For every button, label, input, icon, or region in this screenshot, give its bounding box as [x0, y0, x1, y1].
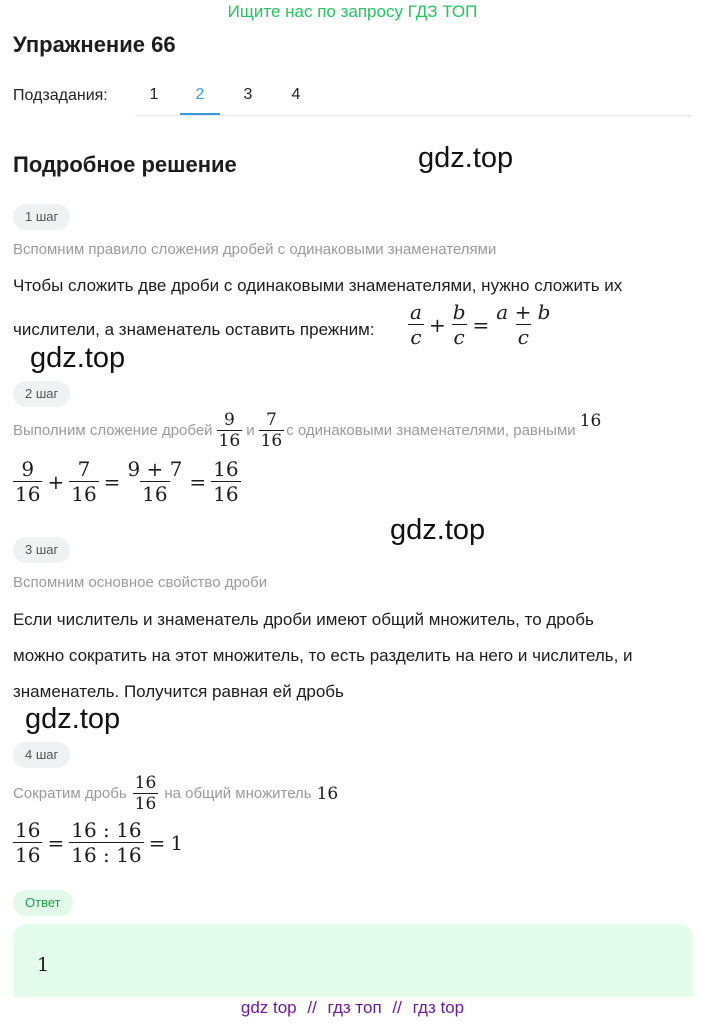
eq-9-num: 9	[21, 457, 35, 481]
formula-c2: c	[453, 325, 465, 349]
eq-result-num: 16	[213, 457, 239, 481]
step-2-hint-before: Выполним сложение дробей	[13, 422, 213, 439]
step-1-formula: $\frac{a}{c}$ + $\frac{b}{c}$ = $\frac{a + b}{c}$	[410, 300, 551, 349]
subtask-tab-2[interactable]: 2	[195, 86, 205, 103]
step-1-hint: Вспомним правило сложения дробей с одинаковыми знаменателями	[13, 241, 497, 258]
footer-link-1[interactable]: gdz top	[240, 998, 297, 1017]
watermark: gdz.top	[390, 514, 486, 546]
formula-c3: c	[517, 325, 529, 349]
answer-value: 1	[37, 954, 50, 976]
denominator-value: 16	[579, 410, 602, 431]
footer-sep-2: //	[392, 998, 402, 1017]
eq-7-num: 7	[77, 457, 91, 481]
fraction-7-num: 7	[265, 410, 277, 430]
step-4-hint	[13, 773, 338, 814]
step-4-hint-before: Сократим дробь	[13, 785, 127, 802]
fraction-9-num: 9	[223, 410, 235, 430]
step-2-hint	[13, 410, 601, 451]
watermark: gdz.top	[418, 142, 514, 174]
fraction-16-num: 16	[134, 773, 157, 793]
solution-heading: Подробное решение	[13, 152, 237, 177]
subtask-tab-3[interactable]: 3	[243, 86, 253, 103]
step-2-badge: 2 шаг	[13, 381, 70, 407]
eq4-div-den: 16 : 16	[71, 843, 142, 867]
answer-badge: Ответ	[13, 890, 73, 916]
subtask-tab-1[interactable]: 1	[149, 86, 159, 103]
step-3-text-line-3: знаменатель. Получится равная ей дробь	[13, 682, 344, 701]
fraction-9-den: 16	[218, 431, 241, 451]
active-tab-indicator	[180, 113, 220, 115]
search-banner: Ищите нас по запросу ГДЗ ТОП	[227, 2, 478, 21]
step-3-hint: Вспомним основное свойство дроби	[13, 574, 268, 591]
page-title: Упражнение 66	[13, 32, 176, 57]
fraction-7-den: 16	[260, 431, 283, 451]
eq-sum-den: 16	[142, 482, 168, 506]
footer-link-3[interactable]: гдз top	[412, 998, 465, 1017]
step-4-equation: $\frac{16}{16}$ = $\frac{16 : 16}{16 : 16}$ = 1	[15, 818, 184, 867]
step-1-badge: 1 шаг	[13, 204, 70, 230]
step-2-equation: $\frac{9}{16}$ + $\frac{7}{16}$ = $\frac{9 + 7}{16}$ = $\frac{16}{16}$	[15, 457, 239, 506]
common-factor: 16	[316, 783, 339, 804]
eq-9-den: 16	[15, 482, 41, 506]
watermark: gdz.top	[30, 342, 126, 374]
watermark: gdz.top	[25, 703, 121, 735]
step-1-text-line-1: Чтобы сложить две дроби с одинаковыми знаменателями, нужно сложить их	[13, 276, 623, 295]
eq4-num: 16	[15, 818, 41, 842]
eq4-den: 16	[15, 843, 41, 867]
step-1-text-line-2: числители, а знаменатель оставить прежним:	[13, 320, 375, 339]
footer-links	[0, 998, 705, 1018]
footer-sep-1: //	[307, 998, 317, 1017]
subtask-tab-4[interactable]: 4	[291, 86, 301, 103]
subtasks-label: Подзадания:	[13, 87, 108, 104]
formula-c1: c	[410, 325, 422, 349]
formula-b: b	[452, 300, 466, 324]
eq-result-den: 16	[213, 482, 239, 506]
eq4-div-num: 16 : 16	[71, 818, 142, 842]
step-2-hint-and: и	[246, 422, 255, 439]
eq-sum-num: 9 + 7	[127, 457, 183, 481]
step-4-badge: 4 шаг	[13, 742, 70, 768]
step-4-hint-after: на общий множитель	[164, 785, 312, 802]
step-3-text-line-1: Если числитель и знаменатель дроби имеют общий множитель, то дробь	[13, 610, 594, 629]
formula-a-plus-b: a + b	[496, 300, 551, 324]
eq4-result: 1	[170, 830, 184, 855]
step-2-hint-after: с одинаковыми знаменателями, равными	[286, 422, 576, 439]
step-3-text-line-2: можно сократить на этот множитель, то есть разделить на него и числитель, и	[13, 646, 633, 665]
fraction-16-den: 16	[134, 794, 157, 814]
eq-7-den: 16	[71, 482, 97, 506]
subtasks-tabs	[135, 76, 692, 116]
formula-a: a	[410, 300, 422, 324]
answer-box	[13, 924, 693, 997]
step-3-badge: 3 шаг	[13, 537, 70, 563]
footer-link-2[interactable]: гдз топ	[327, 998, 382, 1017]
